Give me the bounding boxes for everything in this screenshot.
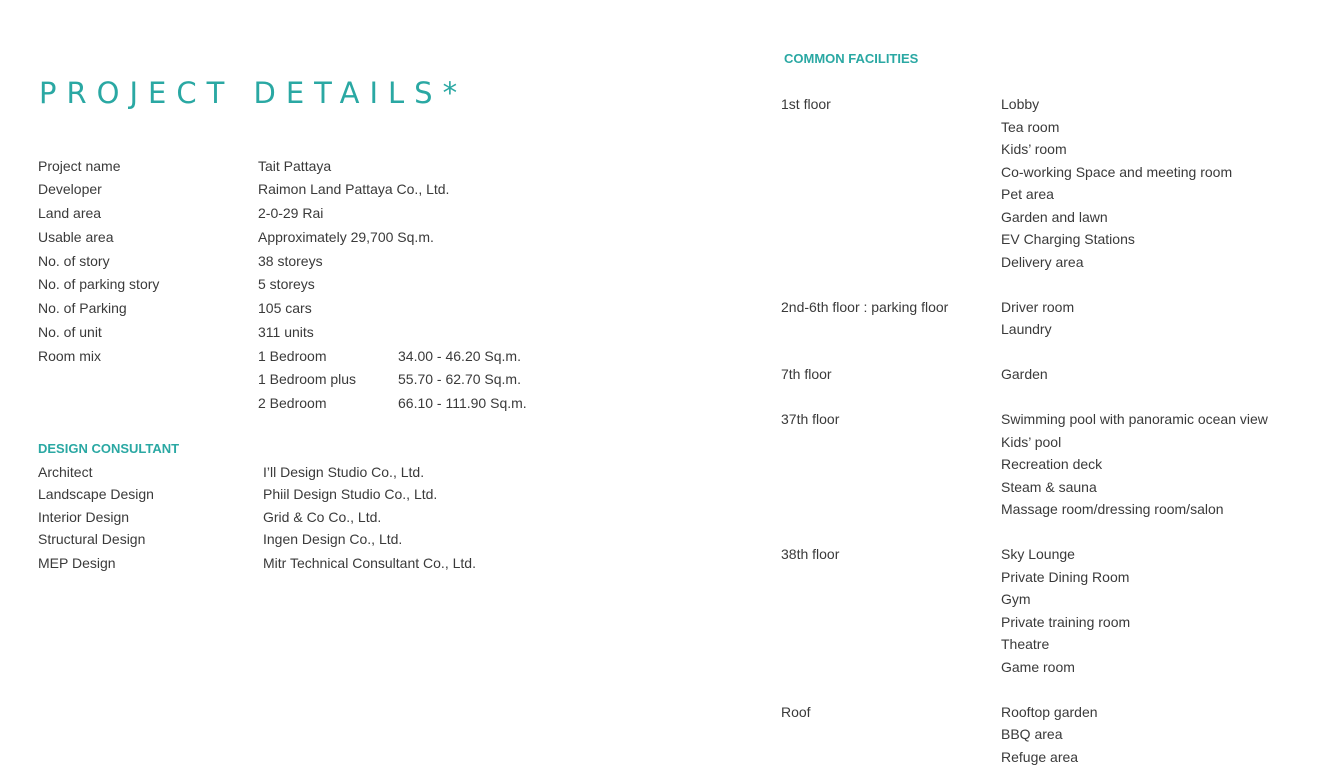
- detail-label: Usable area: [38, 229, 114, 245]
- detail-value: Tait Pattaya: [258, 158, 332, 174]
- room-type: 1 Bedroom plus: [258, 371, 357, 387]
- facility-item: Massage room/dressing room/salon: [1001, 501, 1224, 517]
- facility-item: Kids’ pool: [1001, 434, 1062, 450]
- facility-item: Tea room: [1001, 119, 1060, 135]
- detail-value: Raimon Land Pattaya Co., Ltd.: [258, 181, 450, 197]
- detail-label: No. of story: [38, 253, 110, 269]
- consultant-role: Interior Design: [38, 509, 130, 525]
- consultant-firm: Grid & Co Co., Ltd.: [263, 509, 382, 525]
- facility-item: Private Dining Room: [1001, 569, 1130, 585]
- floor-label: 2nd-6th floor : parking floor: [781, 299, 949, 315]
- facility-item: Swimming pool with panoramic ocean view: [1001, 411, 1268, 427]
- room-mix-label: Room mix: [38, 348, 102, 364]
- detail-value: 38 storeys: [258, 253, 323, 269]
- design-consultant-heading: DESIGN CONSULTANT: [38, 441, 180, 456]
- consultant-role: Landscape Design: [38, 486, 154, 502]
- detail-label: No. of unit: [38, 324, 102, 340]
- room-size: 55.70 - 62.70 Sq.m.: [398, 371, 521, 387]
- facility-item: Garden: [1001, 366, 1048, 382]
- page-title: PROJECT DETAILS*: [39, 76, 468, 110]
- consultant-firm: I’ll Design Studio Co., Ltd.: [263, 464, 425, 480]
- floor-label: 7th floor: [781, 366, 832, 382]
- facility-item: Delivery area: [1001, 254, 1084, 270]
- detail-label: No. of parking story: [38, 276, 160, 292]
- detail-value: 2-0-29 Rai: [258, 205, 324, 221]
- consultant-role: Architect: [38, 464, 93, 480]
- detail-value: 5 storeys: [258, 276, 315, 292]
- detail-value: 105 cars: [258, 300, 312, 316]
- facility-item: Refuge area: [1001, 749, 1079, 765]
- floor-label: Roof: [781, 704, 811, 720]
- room-type: 1 Bedroom: [258, 348, 327, 364]
- room-size: 34.00 - 46.20 Sq.m.: [398, 348, 521, 364]
- consultant-firm: Ingen Design Co., Ltd.: [263, 531, 403, 547]
- facility-item: Sky Lounge: [1001, 546, 1075, 562]
- facility-item: BBQ area: [1001, 726, 1063, 742]
- consultant-firm: Phiil Design Studio Co., Ltd.: [263, 486, 438, 502]
- facility-item: Rooftop garden: [1001, 704, 1098, 720]
- detail-value: 311 units: [258, 324, 314, 340]
- facility-item: Garden and lawn: [1001, 209, 1108, 225]
- floor-label: 37th floor: [781, 411, 840, 427]
- detail-label: Land area: [38, 205, 102, 221]
- room-type: 2 Bedroom: [258, 395, 327, 411]
- facility-item: Gym: [1001, 591, 1031, 607]
- facility-item: Kids’ room: [1001, 141, 1067, 157]
- facility-item: Private training room: [1001, 614, 1131, 630]
- detail-label: Developer: [38, 181, 102, 197]
- facility-item: Lobby: [1001, 96, 1040, 112]
- detail-label: Project name: [38, 158, 121, 174]
- facility-item: Game room: [1001, 659, 1075, 675]
- floor-label: 38th floor: [781, 546, 840, 562]
- consultant-firm: Mitr Technical Consultant Co., Ltd.: [263, 555, 476, 571]
- facility-item: EV Charging Stations: [1001, 231, 1135, 247]
- detail-label: No. of Parking: [38, 300, 127, 316]
- room-size: 66.10 - 111.90 Sq.m.: [398, 395, 527, 411]
- facility-item: Recreation deck: [1001, 456, 1103, 472]
- facility-item: Steam & sauna: [1001, 479, 1097, 495]
- facility-item: Co-working Space and meeting room: [1001, 164, 1233, 180]
- facility-item: Theatre: [1001, 636, 1050, 652]
- facility-item: Pet area: [1001, 186, 1054, 202]
- common-facilities-heading: COMMON FACILITIES: [784, 51, 919, 66]
- detail-value: Approximately 29,700 Sq.m.: [258, 229, 434, 245]
- facility-item: Driver room: [1001, 299, 1075, 315]
- facility-item: Laundry: [1001, 321, 1052, 337]
- consultant-role: MEP Design: [38, 555, 116, 571]
- consultant-role: Structural Design: [38, 531, 146, 547]
- floor-label: 1st floor: [781, 96, 831, 112]
